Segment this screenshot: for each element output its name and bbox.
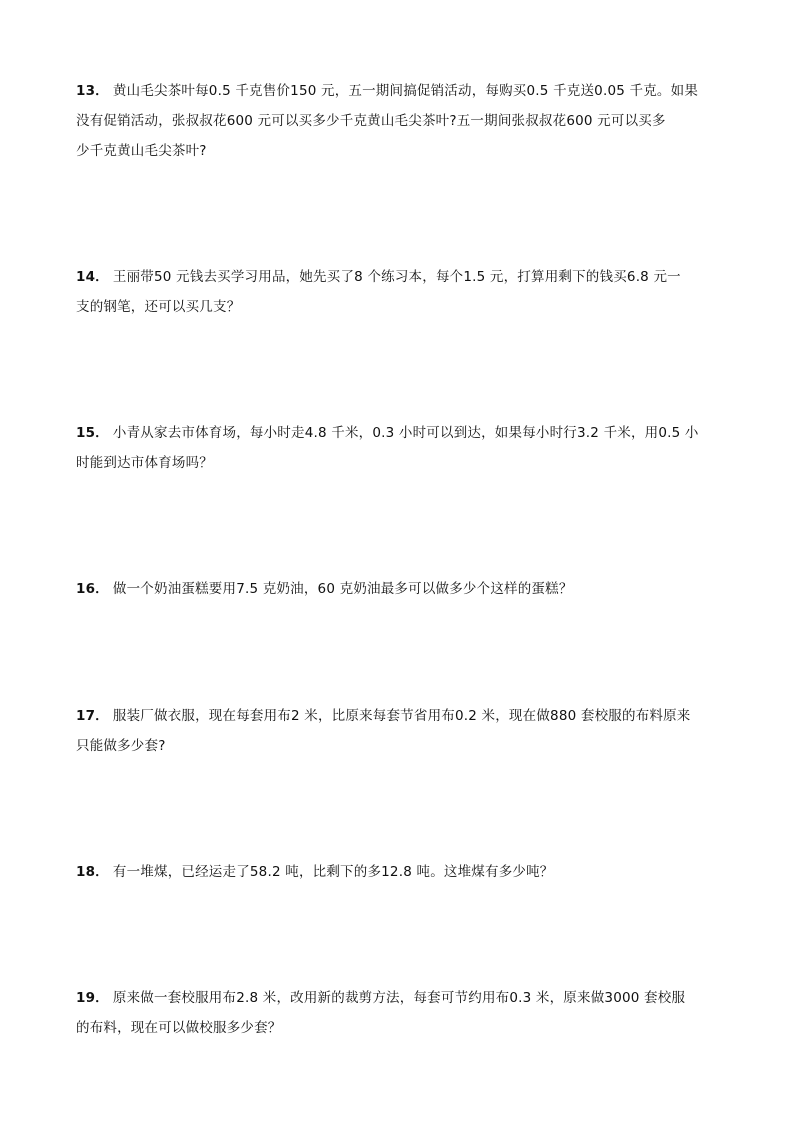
problem-line: 时能到达市体育场吗？ xyxy=(76,455,213,471)
problem-number: 15． xyxy=(76,425,109,441)
problem-number: 17． xyxy=(76,708,109,724)
problem-17 xyxy=(76,701,722,761)
problem-text: 服装厂做衣服，现在每套用布2 米，比原来每套节省用布0.2 米，现在做880 套校服的布料原来 xyxy=(112,708,691,724)
problem-line xyxy=(76,574,722,604)
problem-15 xyxy=(76,418,722,478)
problem-number: 14． xyxy=(76,269,109,285)
problem-line xyxy=(76,857,722,887)
problem-18 xyxy=(76,857,722,887)
problem-line xyxy=(76,701,722,731)
problem-line: 只能做多少套? xyxy=(76,738,166,754)
problem-text: 黄山毛尖茶叶每0.5 千克售价150 元，五一期间搞促销活动，每购买0.5 千克送0.05 千克。如果 xyxy=(112,83,699,99)
problem-line: 少千克黄山毛尖茶叶? xyxy=(76,143,207,159)
problem-number: 18． xyxy=(76,864,109,880)
problem-number: 19． xyxy=(76,990,109,1006)
problem-number: 16． xyxy=(76,581,109,597)
problem-16 xyxy=(76,574,722,604)
problem-line: 支的钢笔，还可以买几支？ xyxy=(76,299,241,315)
problem-line xyxy=(76,262,722,292)
problem-14 xyxy=(76,262,722,322)
problem-text: 小青从家去市体育场，每小时走4.8 千米，0.3 小时可以到达，如果每小时行3.2 千米，用0.5 小 xyxy=(112,425,699,441)
problem-line xyxy=(76,983,722,1013)
problem-13 xyxy=(76,76,722,166)
problem-19 xyxy=(76,983,722,1043)
problem-text: 做一个奶油蛋糕要用7.5 克奶油，60 克奶油最多可以做多少个这样的蛋糕？ xyxy=(112,581,573,597)
problem-line xyxy=(76,76,722,106)
problem-line: 没有促销活动，张叔叔花600 元可以买多少千克黄山毛尖茶叶?五一期间张叔叔花600 元可以买多 xyxy=(76,113,666,129)
problem-number: 13． xyxy=(76,83,109,99)
problem-text: 王丽带50 元钱去买学习用品，她先买了8 个练习本，每个1.5 元，打算用剩下的钱买6.8 元一 xyxy=(112,269,681,285)
problem-text: 有一堆煤，已经运走了58.2 吨，比剩下的多12.8 吨。这堆煤有多少吨？ xyxy=(112,864,554,880)
problem-line: 的布料，现在可以做校服多少套？ xyxy=(76,1020,282,1036)
problem-text: 原来做一套校服用布2.8 米，改用新的裁剪方法，每套可节约用布0.3 米，原来做3000 套校服 xyxy=(112,990,686,1006)
problem-line xyxy=(76,418,722,448)
